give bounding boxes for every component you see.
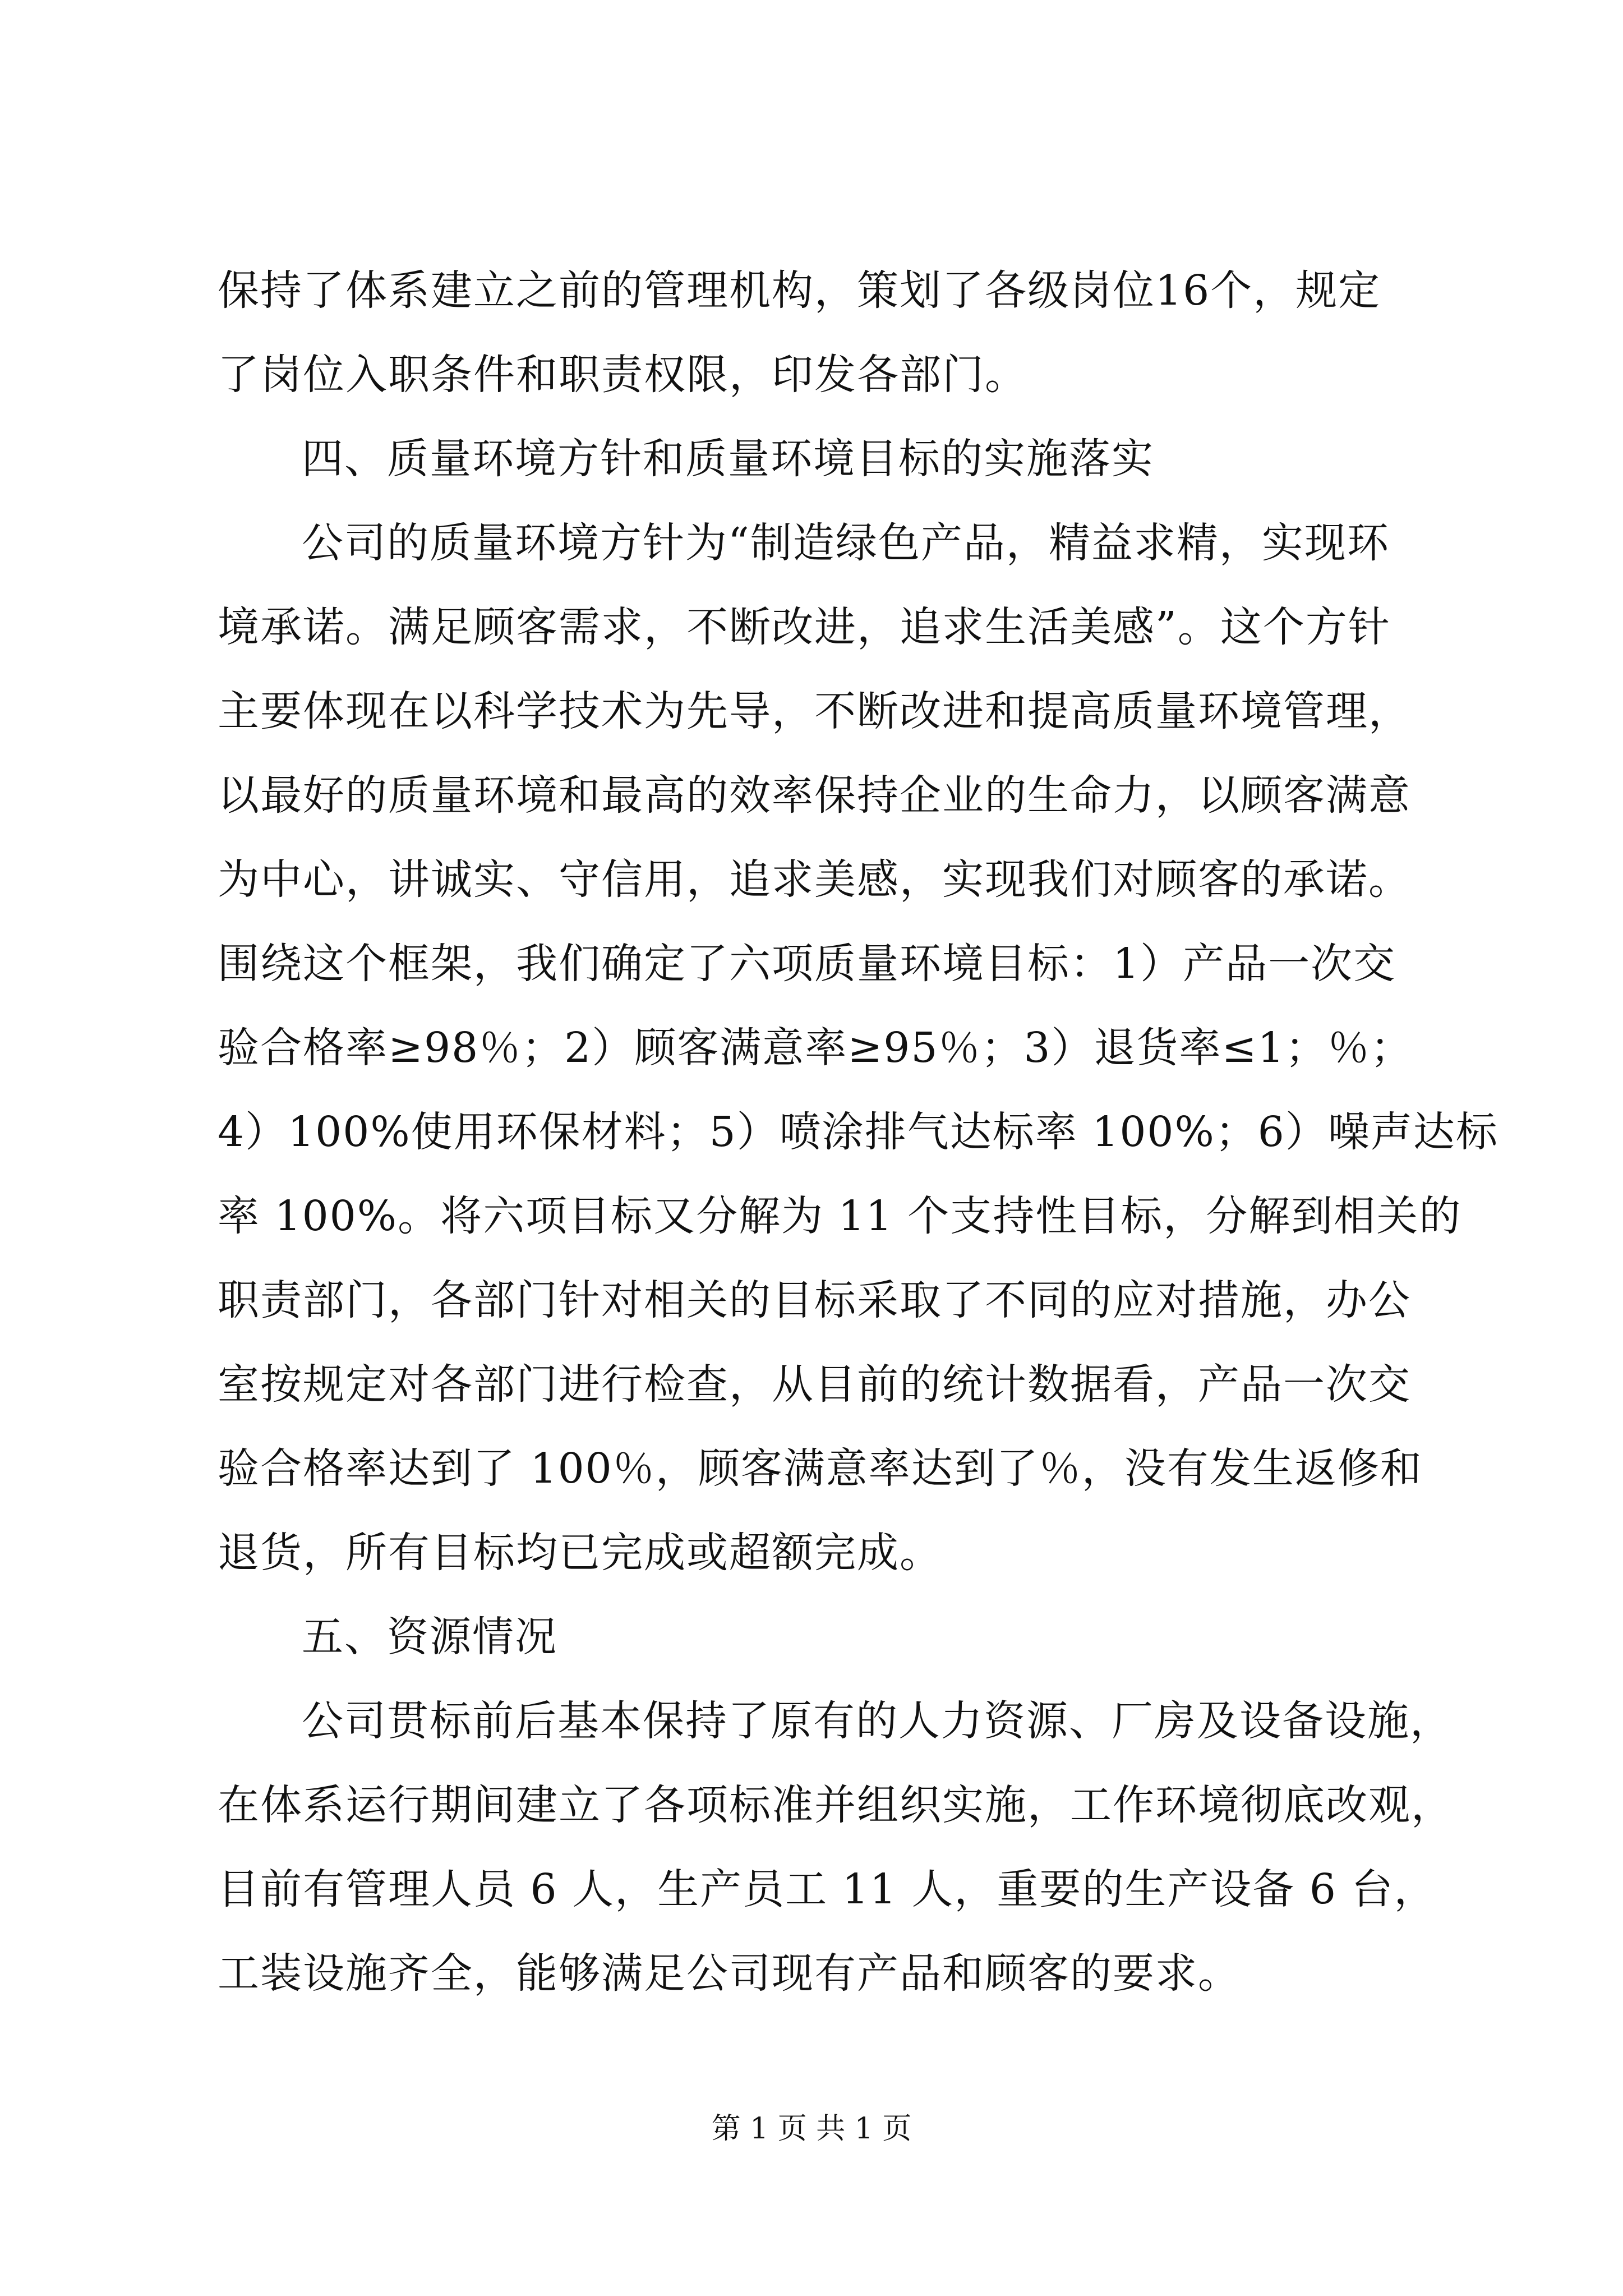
body-line: 验合格率≥98％；2）顾客满意率≥95％；3）退货率≤1；％； [218,1024,1413,1072]
body-line: 境承诺。满足顾客需求，不断改进，追求生活美感”。这个方针 [218,603,1391,651]
body-line: 目前有管理人员 6 人，生产员工 11 人，重要的生产设备 6 台， [218,1865,1437,1913]
body-line: 公司的质量环境方针为“制造绿色产品，精益求精，实现环 [302,519,1390,567]
body-line: 室按规定对各部门进行检查，从目前的统计数据看，产品一次交 [218,1360,1411,1409]
body-line: 退货，所有目标均已完成或超额完成。 [218,1529,942,1577]
body-line: 在体系运行期间建立了各项标准并组织实施，工作环境彻底改观， [218,1781,1454,1829]
body-line: 公司贯标前后基本保持了原有的人力资源、厂房及设备设施， [302,1697,1453,1745]
body-line: 了岗位入职条件和职责权限，印发各部门。 [218,351,1027,399]
page-number-footer: 第 1 页 共 1 页 [711,2112,912,2146]
body-line: 为中心，讲诚实、守信用，追求美感，实现我们对顾客的承诺。 [218,855,1411,904]
body-line: 以最好的质量环境和最高的效率保持企业的生命力，以顾客满意 [218,771,1411,820]
section-heading: 四、质量环境方针和质量环境目标的实施落实 [302,435,1154,483]
body-line: 验合格率达到了 100％，顾客满意率达到了％，没有发生返修和 [218,1444,1423,1493]
body-line: 主要体现在以科学技术为先导，不断改进和提高质量环境管理， [218,687,1411,735]
body-line: 围绕这个框架，我们确定了六项质量环境目标：1）产品一次交 [218,940,1396,988]
body-line: 4）100%使用环保材料；5）喷涂排气达标率 100%；6）噪声达标 [218,1108,1498,1156]
section-heading: 五、资源情况 [302,1613,557,1661]
body-line: 工装设施齐全，能够满足公司现有产品和顾客的要求。 [218,1949,1241,1998]
body-line: 职责部门，各部门针对相关的目标采取了不同的应对措施，办公 [218,1276,1411,1324]
body-line: 保持了体系建立之前的管理机构，策划了各级岗位16个，规定 [218,266,1381,315]
body-line: 率 100%。将六项目标又分解为 11 个支持性目标，分解到相关的 [218,1192,1462,1240]
